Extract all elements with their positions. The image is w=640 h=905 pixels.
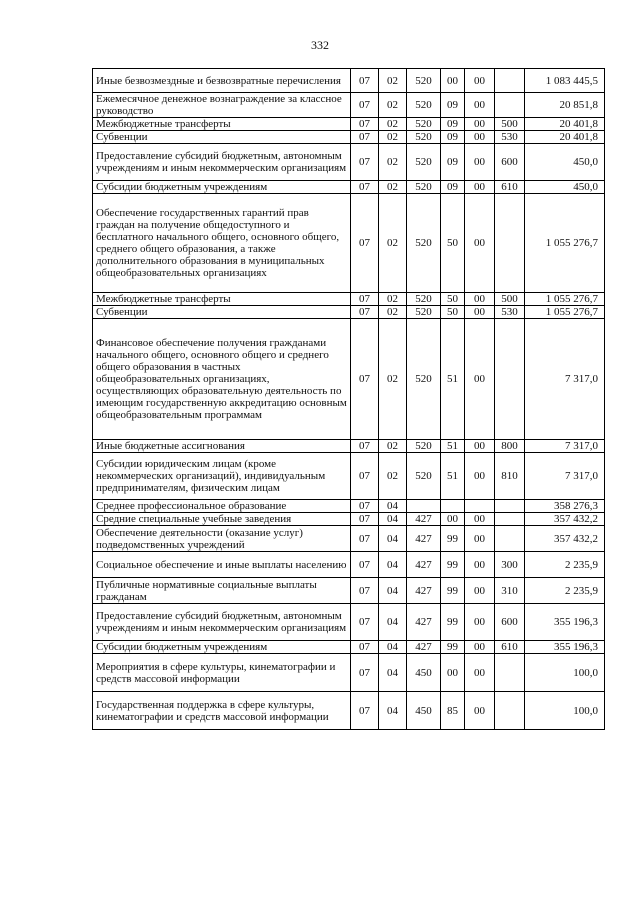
amount: 20 401,8 [525,118,605,131]
subsection-code: 04 [379,641,407,654]
table-row [93,319,605,440]
expense-type-code: 530 [495,131,525,144]
subsection-code: 04 [379,654,407,692]
subsection-code: 02 [379,293,407,306]
item-code: 00 [465,578,495,604]
amount: 1 055 276,7 [525,194,605,293]
expense-type-code: 300 [495,552,525,578]
row-name: Ежемесячное денежное вознаграждение за классное руководство [93,93,351,118]
table-row [93,440,605,453]
row-name: Предоставление субсидий бюджетным, автономным учреждениям и иным некоммерческим организациям [93,604,351,641]
item-code: 00 [465,194,495,293]
table-row [93,194,605,293]
expense-type-code [495,654,525,692]
program-code: 427 [407,604,441,641]
table-row [93,641,605,654]
amount: 1 055 276,7 [525,293,605,306]
table-row [93,453,605,500]
table-row [93,293,605,306]
section-code: 07 [351,692,379,730]
program-code: 427 [407,578,441,604]
row-name: Публичные нормативные социальные выплаты гражданам [93,578,351,604]
row-name: Социальное обеспечение и иные выплаты населению [93,552,351,578]
budget-table [92,68,605,730]
subsection-code: 04 [379,513,407,526]
expense-type-code: 800 [495,440,525,453]
subsection-code: 02 [379,118,407,131]
row-name: Межбюджетные трансферты [93,293,351,306]
item-code: 00 [465,453,495,500]
subsection-code: 02 [379,93,407,118]
section-code: 07 [351,69,379,93]
section-code: 07 [351,440,379,453]
amount: 450,0 [525,144,605,181]
section-code: 07 [351,144,379,181]
table-row [93,654,605,692]
section-code: 07 [351,513,379,526]
item-code: 00 [465,181,495,194]
subsection-code: 02 [379,131,407,144]
program-code: 450 [407,654,441,692]
expense-type-code [495,194,525,293]
table-row [93,69,605,93]
section-code: 07 [351,194,379,293]
expense-type-code [495,69,525,93]
table-row [93,604,605,641]
program-code: 520 [407,93,441,118]
subprogram-code: 99 [441,552,465,578]
table-row [93,526,605,552]
subsection-code: 02 [379,319,407,440]
section-code: 07 [351,306,379,319]
section-code: 07 [351,654,379,692]
row-name: Субсидии бюджетным учреждениям [93,641,351,654]
program-code: 427 [407,513,441,526]
section-code: 07 [351,500,379,513]
expense-type-code [495,319,525,440]
row-name: Мероприятия в сфере культуры, кинематографии и средств массовой информации [93,654,351,692]
item-code: 00 [465,552,495,578]
section-code: 07 [351,181,379,194]
amount: 7 317,0 [525,440,605,453]
subsection-code: 02 [379,69,407,93]
item-code: 00 [465,440,495,453]
amount: 100,0 [525,654,605,692]
subsection-code: 02 [379,194,407,293]
subprogram-code: 85 [441,692,465,730]
table-row [93,578,605,604]
subsection-code: 04 [379,500,407,513]
expense-type-code: 600 [495,144,525,181]
program-code: 520 [407,131,441,144]
amount: 100,0 [525,692,605,730]
row-name: Средние специальные учебные заведения [93,513,351,526]
row-name: Межбюджетные трансферты [93,118,351,131]
row-name: Субвенции [93,131,351,144]
expense-type-code: 610 [495,641,525,654]
section-code: 07 [351,131,379,144]
item-code: 00 [465,293,495,306]
program-code [407,500,441,513]
amount: 358 276,3 [525,500,605,513]
program-code: 520 [407,144,441,181]
item-code: 00 [465,641,495,654]
subsection-code: 02 [379,306,407,319]
item-code: 00 [465,692,495,730]
expense-type-code [495,692,525,730]
program-code: 520 [407,440,441,453]
amount: 20 401,8 [525,131,605,144]
page-number: 332 [311,38,329,52]
subsection-code: 02 [379,144,407,181]
amount: 357 432,2 [525,526,605,552]
amount: 357 432,2 [525,513,605,526]
row-name: Государственная поддержка в сфере культуры, кинематографии и средств массовой информации [93,692,351,730]
section-code: 07 [351,453,379,500]
expense-type-code: 610 [495,181,525,194]
row-name: Обеспечение деятельности (оказание услуг) подведомственных учреждений [93,526,351,552]
expense-type-code: 310 [495,578,525,604]
row-name: Финансовое обеспечение получения гражданами начального общего, основного общего и среднего общего образования в частных общеобразовательных организациях, осуществляющих образовательную деятельность по имеющим государственную аккредитацию основным общеобразовательным программам [93,319,351,440]
amount: 355 196,3 [525,604,605,641]
amount: 2 235,9 [525,578,605,604]
item-code: 00 [465,144,495,181]
section-code: 07 [351,641,379,654]
subprogram-code: 00 [441,654,465,692]
row-name: Субвенции [93,306,351,319]
item-code: 00 [465,69,495,93]
subprogram-code: 09 [441,144,465,181]
row-name: Субсидии юридическим лицам (кроме некоммерческих организаций), индивидуальным предпринимателям, физическим лицам [93,453,351,500]
expense-type-code [495,513,525,526]
subprogram-code: 51 [441,319,465,440]
row-name: Обеспечение государственных гарантий прав граждан на получение общедоступного и бесплатного начального общего, основного общего, среднего общего образования, а также дополнительного образования в муниципальных общеобразовательных организациях [93,194,351,293]
section-code: 07 [351,118,379,131]
program-code: 520 [407,69,441,93]
row-name: Среднее профессиональное образование [93,500,351,513]
expense-type-code: 810 [495,453,525,500]
program-code: 520 [407,306,441,319]
section-code: 07 [351,93,379,118]
item-code: 00 [465,93,495,118]
amount: 1 055 276,7 [525,306,605,319]
subsection-code: 04 [379,526,407,552]
table-row [93,306,605,319]
subsection-code: 04 [379,604,407,641]
subprogram-code: 50 [441,293,465,306]
table-row [93,181,605,194]
subprogram-code: 51 [441,440,465,453]
table-row [93,131,605,144]
item-code: 00 [465,118,495,131]
table-row [93,144,605,181]
expense-type-code: 530 [495,306,525,319]
item-code: 00 [465,526,495,552]
subprogram-code: 99 [441,641,465,654]
subprogram-code: 09 [441,131,465,144]
amount: 355 196,3 [525,641,605,654]
item-code: 00 [465,654,495,692]
subprogram-code: 99 [441,578,465,604]
amount: 1 083 445,5 [525,69,605,93]
program-code: 427 [407,552,441,578]
program-code: 520 [407,118,441,131]
amount: 450,0 [525,181,605,194]
row-name: Субсидии бюджетным учреждениям [93,181,351,194]
subprogram-code [441,500,465,513]
row-name: Предоставление субсидий бюджетным, автономным учреждениям и иным некоммерческим организациям [93,144,351,181]
expense-type-code [495,500,525,513]
subprogram-code: 50 [441,194,465,293]
expense-type-code [495,526,525,552]
subprogram-code: 09 [441,93,465,118]
section-code: 07 [351,552,379,578]
subprogram-code: 50 [441,306,465,319]
expense-type-code: 500 [495,293,525,306]
program-code: 520 [407,181,441,194]
row-name: Иные безвозмездные и безвозвратные перечисления [93,69,351,93]
section-code: 07 [351,604,379,641]
item-code: 00 [465,131,495,144]
program-code: 520 [407,453,441,500]
expense-type-code: 500 [495,118,525,131]
item-code: 00 [465,604,495,641]
expense-type-code [495,93,525,118]
subsection-code: 04 [379,578,407,604]
subsection-code: 02 [379,440,407,453]
subprogram-code: 09 [441,118,465,131]
expense-type-code: 600 [495,604,525,641]
program-code: 427 [407,641,441,654]
program-code: 520 [407,194,441,293]
row-name: Иные бюджетные ассигнования [93,440,351,453]
table-row [93,500,605,513]
subsection-code: 04 [379,692,407,730]
item-code: 00 [465,513,495,526]
table-row [93,93,605,118]
program-code: 520 [407,293,441,306]
item-code: 00 [465,319,495,440]
subsection-code: 02 [379,181,407,194]
subprogram-code: 09 [441,181,465,194]
subprogram-code: 00 [441,69,465,93]
section-code: 07 [351,293,379,306]
amount: 7 317,0 [525,319,605,440]
subprogram-code: 51 [441,453,465,500]
table-row [93,513,605,526]
subsection-code: 04 [379,552,407,578]
subprogram-code: 99 [441,526,465,552]
program-code: 427 [407,526,441,552]
section-code: 07 [351,526,379,552]
table-row [93,118,605,131]
table-row [93,552,605,578]
subprogram-code: 00 [441,513,465,526]
table-row [93,692,605,730]
item-code: 00 [465,306,495,319]
amount: 7 317,0 [525,453,605,500]
program-code: 520 [407,319,441,440]
program-code: 450 [407,692,441,730]
subprogram-code: 99 [441,604,465,641]
amount: 20 851,8 [525,93,605,118]
section-code: 07 [351,578,379,604]
amount: 2 235,9 [525,552,605,578]
subsection-code: 02 [379,453,407,500]
section-code: 07 [351,319,379,440]
item-code [465,500,495,513]
